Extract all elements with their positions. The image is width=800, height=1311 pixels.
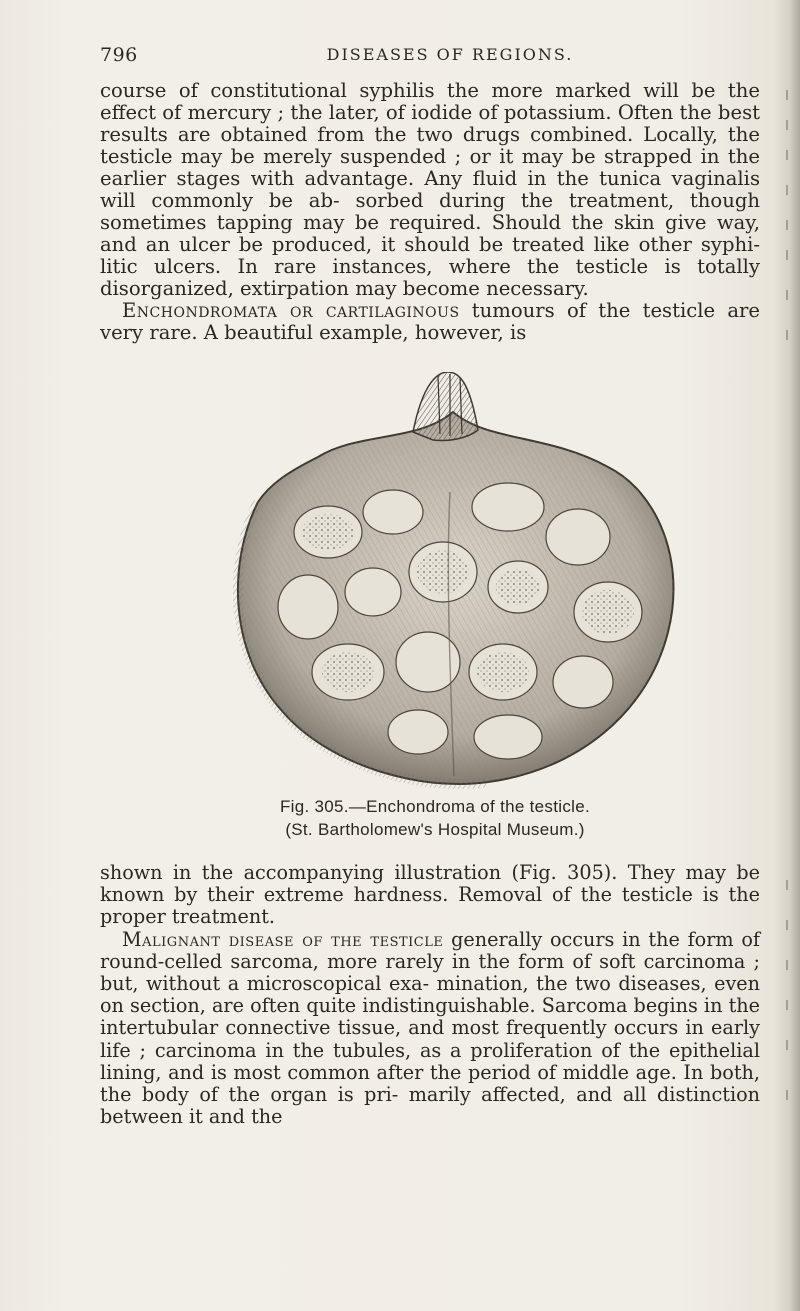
illustration-reference-paragraph: shown in the accompanying illustration (Fig. 305). They may be known by their extreme hardness. Removal of the testicle is the proper treatment. <box>100 861 760 929</box>
figure-caption: Fig. 305.—Enchondroma of the testicle. <box>279 797 590 816</box>
page-number: 796 <box>100 44 138 66</box>
syphilis-paragraph: course of constitutional syphilis the more marked will be the effect of mercury ; the later, of iodide of potassium. Often the best results are obtained from the two drugs combined. Locally, the testicle may be merely suspended ; or it may be strapped in the earlier stages with advantage. Any fluid in the tunica vaginalis will commonly be ab- sorbed during the treatment, though sometimes tapping may be required. Should the skin give way, and an ulcer be produced, it should be treated like other syphi- litic ulcers. In rare instances, where the testicle is totally disorganized, extirpation may become necessary. <box>100 79 760 300</box>
enchondroma-illustration <box>188 372 708 792</box>
enchondromata-paragraph <box>100 300 760 344</box>
figure-source: (St. Bartholomew's Hospital Museum.) <box>285 820 585 839</box>
running-title: DISEASES OF REGIONS. <box>326 45 574 64</box>
enchondromata-text: tumours of the testicle are very rare. A beautiful example, however, is <box>100 299 760 344</box>
margin-marks <box>786 90 796 1290</box>
running-head <box>100 44 740 70</box>
malignant-lead: Malignant disease of the testicle <box>122 927 444 951</box>
malignant-text: generally occurs in the form of round-celled sarcoma, more rarely in the form of soft carcinoma ; but, without a microscopical exa- mination, the two diseases, even on section, are often quite indistinguishable. Sarcoma begins in the intertubular connective tissue, and most frequently occurs in early life ; carcinoma in the tubules, as a proliferation of the epithelial lining, and is most common after the period of middle age. In both, the body of the organ is pri- marily affected, and all distinction between it and the <box>100 927 760 1129</box>
bottom-text-block <box>100 862 760 1128</box>
top-text-block <box>100 80 760 344</box>
enchondromata-lead: Enchondromata or cartilaginous <box>122 299 460 322</box>
malignant-disease-paragraph <box>100 929 760 1129</box>
